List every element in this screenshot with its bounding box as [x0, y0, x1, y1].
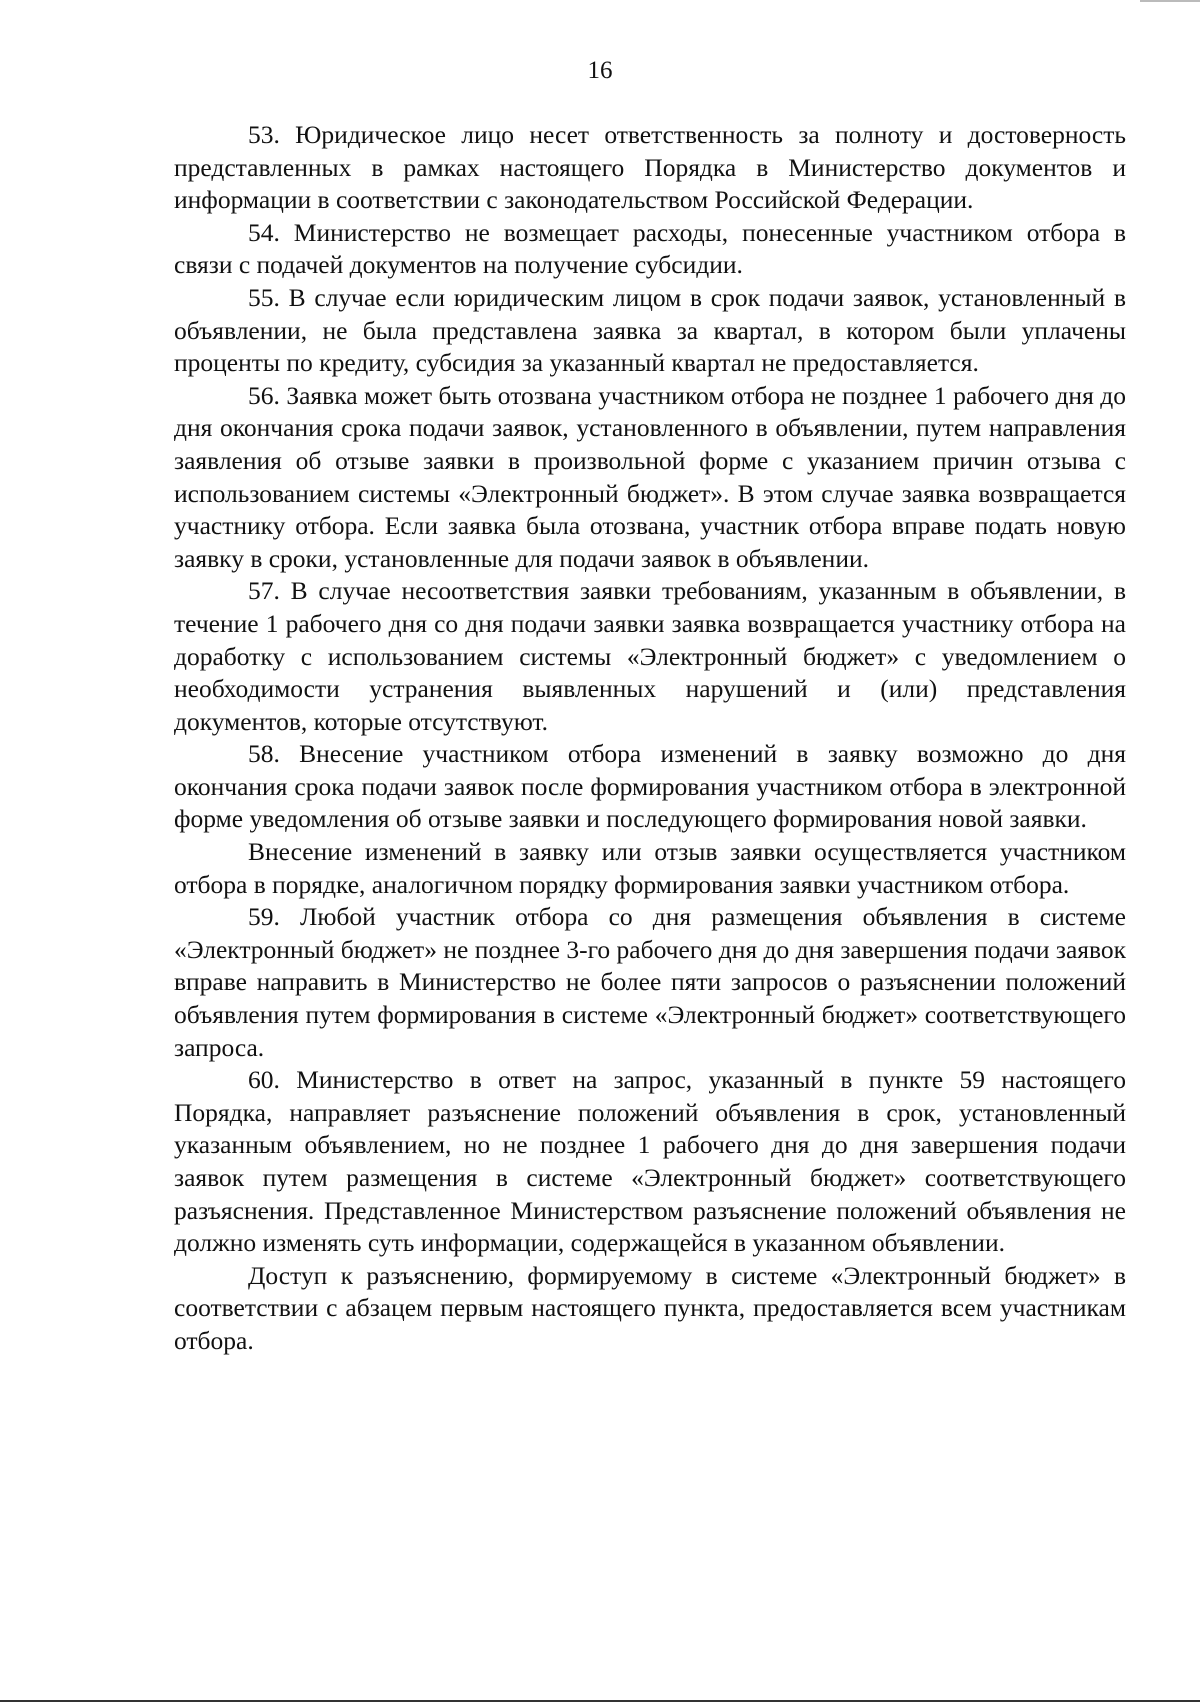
document-body [174, 119, 1126, 1358]
paragraph-59: 59. Любой участник отбора со дня размещения объявления в системе «Электронный бюджет» не позднее 3-го рабочего дня до дня завершения подачи заявок вправе направить в Министерство не более пяти запросов о разъяснении положений объявления путем формирования в системе «Электронный бюджет» соответствующего запроса. [174, 902, 1126, 1062]
paragraph-53: 53. Юридическое лицо несет ответственность за полноту и достоверность представленных в рамках настоящего Порядка в Министерство документов и информации в соответствии с законодательством Российской Федерации. [174, 120, 1126, 215]
scan-corner-mark [1140, 0, 1200, 2]
scan-bottom-edge-line [0, 1700, 1200, 1702]
paragraph-56: 56. Заявка может быть отозвана участником отбора не позднее 1 рабочего дня до дня окончания срока подачи заявок, установленного в объявлении, путем направления заявления об отзыве заявки в произвольной форме с указанием причин отзыва с использованием системы «Электронный бюджет». В этом случае заявка возвращается участнику отбора. Если заявка была отозвана, участник отбора вправе подать новую заявку в сроки, установленные для подачи заявок в объявлении. [174, 380, 1126, 573]
paragraph-60: 60. Министерство в ответ на запрос, указанный в пункте 59 настоящего Порядка, направляет разъяснение положений объявления в срок, установленный указанным объявлением, но не позднее 1 рабочего дня до дня завершения подачи заявок путем размещения в системе «Электронный бюджет» соответствующего разъяснения. Представленное Министерством разъяснение положений объявления не должно изменять суть информации, содержащейся в указанном объявлении. [174, 1065, 1126, 1258]
paragraph-55: 55. В случае если юридическим лицом в срок подачи заявок, установленный в объявлении, не была представлена заявка за квартал, в котором были уплачены проценты по кредиту, субсидия за указанный квартал не предоставляется. [174, 282, 1126, 378]
paragraph-58-continuation: Внесение изменений в заявку или отзыв заявки осуществляется участником отбора в порядке, аналогичном порядку формирования заявки участником отбора. [174, 837, 1126, 899]
page-number: 16 [587, 57, 613, 84]
paragraph-54: 54. Министерство не возмещает расходы, понесенные участником отбора в связи с подачей документов на получение субсидии. [174, 217, 1126, 280]
paragraph-60-continuation: Доступ к разъяснению, формируемому в системе «Электронный бюджет» в соответствии с абзацем первым настоящего пункта, предоставляется всем участникам отбора. [174, 1260, 1126, 1355]
paragraph-58: 58. Внесение участником отбора изменений в заявку возможно до дня окончания срока подачи заявок после формирования участником отбора в электронной форме уведомления об отзыве заявки и последующего формирования новой заявки. [174, 739, 1126, 834]
paragraph-57: 57. В случае несоответствия заявки требованиям, указанным в объявлении, в течение 1 рабочего дня со дня подачи заявки заявка возвращается участнику отбора на доработку с использованием системы «Электронный бюджет» с уведомлением о необходимости устранения выявленных нарушений и (или) представления документов, которые отсутствуют. [174, 576, 1126, 736]
